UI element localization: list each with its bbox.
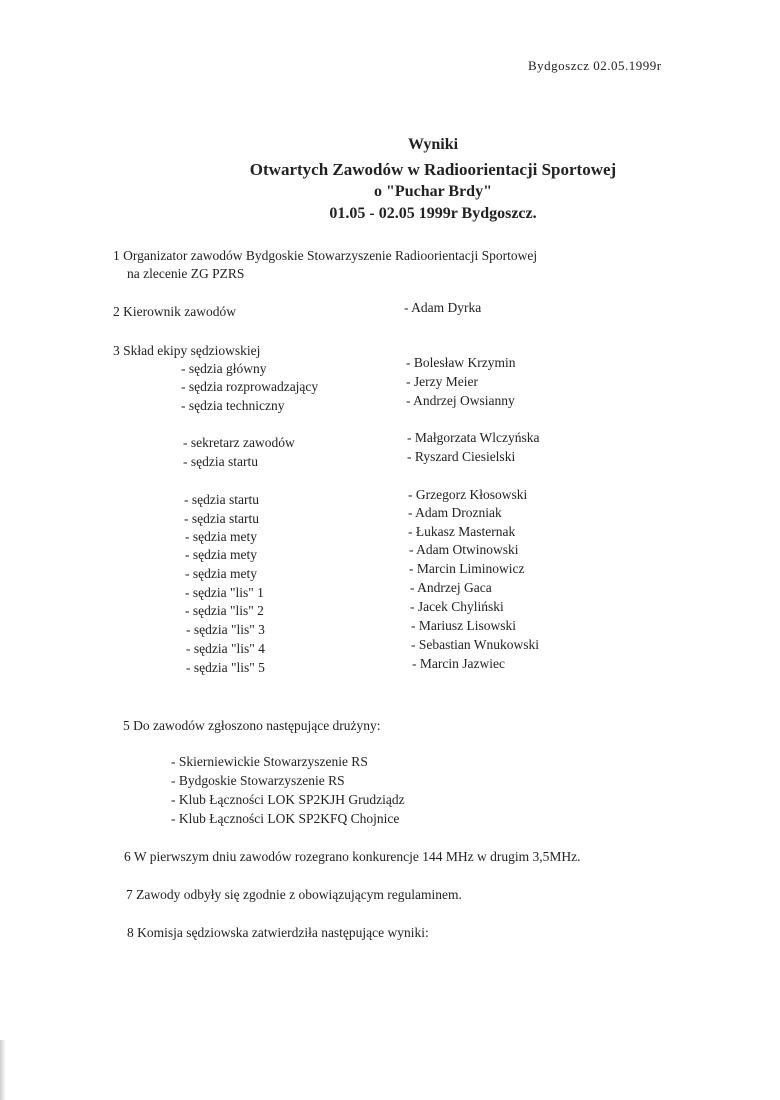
judge-role: - sędzia "lis" 2 (185, 603, 264, 618)
team-item: - Klub Łączności LOK SP2KJH Grudziądz (171, 792, 405, 807)
judge-role: - sędzia mety (185, 529, 257, 544)
judge-role: - sędzia startu (184, 492, 259, 507)
competition-name: Otwartych Zawodów w Radioorientacji Sportowej (249, 160, 617, 179)
judge-name: - Jerzy Meier (406, 374, 478, 389)
judge-name: - Łukasz Masternak (408, 524, 516, 539)
teams-heading: 5 Do zawodów zgłoszono następujące drużyny: (123, 718, 381, 733)
judge-role: - sędzia "lis" 1 (185, 585, 264, 600)
judge-role: - sędzia "lis" 5 (186, 660, 265, 675)
judge-role: - sędzia "lis" 4 (186, 641, 265, 656)
judge-role: - sędzia mety (185, 566, 257, 581)
document-title: Wyniki (407, 136, 459, 153)
judge-name: - Marcin Liminowicz (409, 561, 525, 576)
judge-name: - Andrzej Gaca (410, 580, 492, 595)
judge-name: - Marcin Jazwiec (412, 656, 505, 671)
manager-label: 2 Kierownik zawodów (113, 304, 236, 319)
judge-name: - Andrzej Owsianny (406, 393, 515, 408)
judge-name: - Grzegorz Kłosowski (408, 487, 528, 502)
judge-name: - Ryszard Ciesielski (407, 449, 516, 464)
judge-name: - Małgorzata Wlczyńska (407, 430, 540, 445)
judge-role: - sędzia mety (185, 547, 257, 562)
rules-line: 7 Zawody odbyły się zgodnie z obowiązującym regulaminem. (126, 887, 462, 902)
jury-heading: 3 Skład ekipy sędziowskiej (113, 343, 261, 358)
competition-dates: 01.05 - 02.05 1999r Bydgoszcz. (329, 205, 537, 222)
document-date: Bydgoszcz 02.05.1999r (528, 58, 662, 73)
judge-name: - Adam Drozniak (408, 505, 502, 520)
organizer-line: 1 Organizator zawodów Bydgoskie Stowarzyszenie Radioorientacji Sportowej (113, 248, 538, 263)
judge-role: - sędzia techniczny (181, 398, 285, 413)
judge-name: - Adam Otwinowski (409, 542, 519, 557)
judge-role: - sędzia startu (184, 511, 259, 526)
team-item: - Bydgoskie Stowarzyszenie RS (171, 773, 345, 788)
manager-name: - Adam Dyrka (404, 300, 482, 315)
results-heading: 8 Komisja sędziowska zatwierdziła następujące wyniki: (127, 925, 429, 940)
judge-role: - sekretarz zawodów (183, 435, 295, 450)
judge-name: - Sebastian Wnukowski (411, 637, 539, 652)
judge-role: - sędzia "lis" 3 (186, 622, 265, 637)
team-item: - Skierniewickie Stowarzyszenie RS (171, 754, 368, 769)
competitions-line: 6 W pierwszym dniu zawodów rozegrano konkurencje 144 MHz w drugim 3,5MHz. (124, 849, 581, 864)
judge-role: - sędzia rozprowadzający (181, 379, 319, 394)
judge-role: - sędzia główny (181, 361, 267, 376)
judge-role: - sędzia startu (183, 454, 258, 469)
scan-edge-shadow (0, 1040, 6, 1100)
organizer-line-2: na zlecenie ZG PZRS (127, 266, 245, 281)
team-item: - Klub Łączności LOK SP2KFQ Chojnice (171, 811, 400, 826)
judge-name: - Mariusz Lisowski (411, 618, 516, 633)
trophy-name: o "Puchar Brdy" (374, 183, 492, 200)
judge-name: - Jacek Chyliński (410, 599, 504, 614)
judge-name: - Bolesław Krzymin (406, 355, 516, 370)
